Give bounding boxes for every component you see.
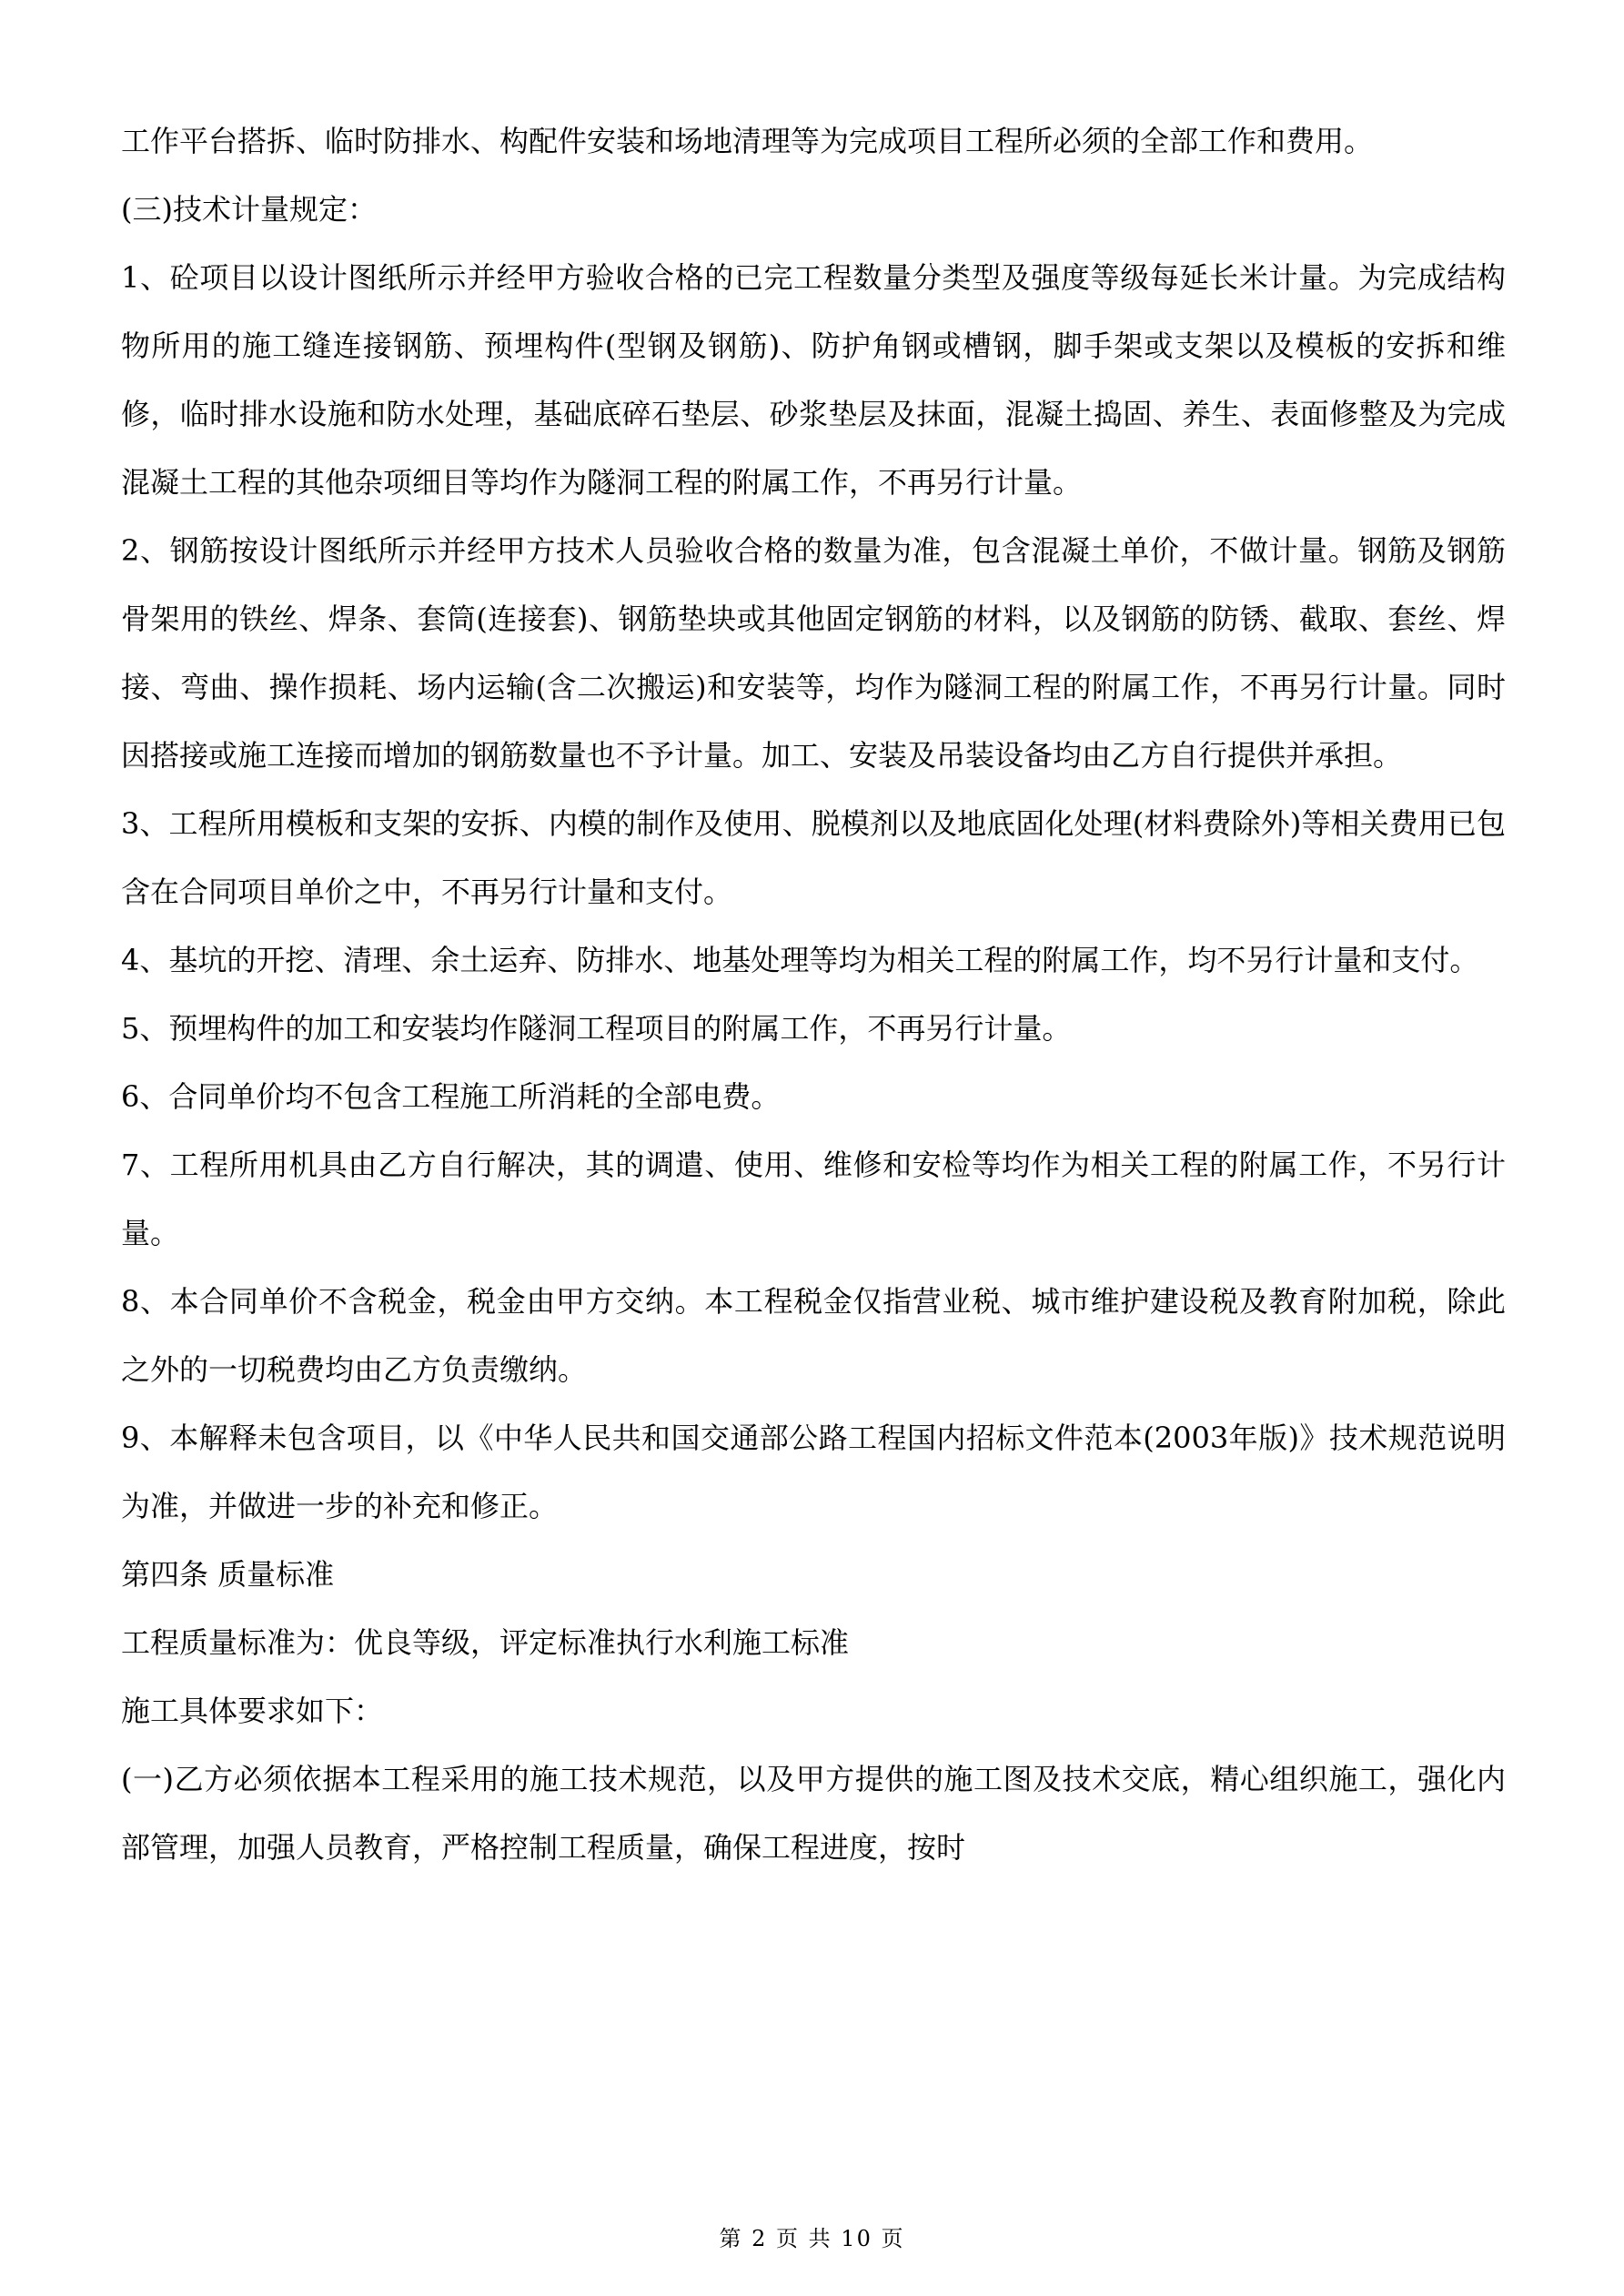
clause-item-7: 7、工程所用机具由乙方自行解决，其的调遣、使用、维修和安检等均作为相关工程的附属工作，不另行计量。 <box>121 1148 1506 1250</box>
clause-item-2: 2、钢筋按设计图纸所示并经甲方技术人员验收合格的数量为准，包含混凝土单价，不做计量。钢筋及钢筋骨架用的铁丝、焊条、套筒(连接套)、钢筋垫块或其他固定钢筋的材料，以及钢筋的防锈、截取、套丝、焊接、弯曲、操作损耗、场内运输(含二次搬运)和安装等，均作为隧洞工程的附属工作，不再另行计量。同时因搭接或施工连接而增加的钢筋数量也不予计量。加工、安装及吊装设备均由乙方自行提供并承担。 <box>121 533 1506 773</box>
clause-item-4: 4、基坑的开挖、清理、余土运弃、防排水、地基处理等均为相关工程的附属工作，均不另行计量和支付。 <box>121 943 1479 977</box>
clause-item-1: 1、砼项目以设计图纸所示并经甲方验收合格的已完工程数量分类型及强度等级每延长米计量。为完成结构物所用的施工缝连接钢筋、预埋构件(型钢及钢筋)、防护角钢或槽钢，脚手架或支架以及模板的安拆和维修，临时排水设施和防水处理，基础底碎石垫层、砂浆垫层及抹面，混凝土捣固、养生、表面修整及为完成混凝土工程的其他杂项细目等均作为隧洞工程的附属工作，不再另行计量。 <box>121 260 1506 500</box>
clause-item-5: 5、预埋构件的加工和安装均作隧洞工程项目的附属工作，不再另行计量。 <box>121 1011 1072 1046</box>
clause-item-3: 3、工程所用模板和支架的安拆、内模的制作及使用、脱模剂以及地底固化处理(材料费除外)等相关费用已包含在合同项目单价之中，不再另行计量和支付。 <box>121 806 1506 909</box>
clause-item-construction-1: (一)乙方必须依据本工程采用的施工技术规范，以及甲方提供的施工图及技术交底，精心组织施工，强化内部管理，加强人员教育，严格控制工程质量，确保工程进度，按时 <box>121 1762 1506 1865</box>
section-heading-article-4: 第四条 质量标准 <box>121 1557 335 1592</box>
clause-item-9: 9、本解释未包含项目，以《中华人民共和国交通部公路工程国内招标文件范本(2003年版)》技术规范说明为准，并做进一步的补充和修正。 <box>121 1421 1506 1523</box>
page-footer: 第 2 页 共 10 页 <box>719 2226 905 2251</box>
paragraph-quality-standard: 工程质量标准为：优良等级，评定标准执行水利施工标准 <box>121 1625 850 1660</box>
paragraph-continuation: 工作平台搭拆、临时防排水、构配件安装和场地清理等为完成项目工程所必须的全部工作和费用。 <box>121 124 1374 158</box>
clause-item-6: 6、合同单价均不包含工程施工所消耗的全部电费。 <box>121 1079 781 1114</box>
clause-item-8: 8、本合同单价不含税金，税金由甲方交纳。本工程税金仅指营业税、城市维护建设税及教育附加税，除此之外的一切税费均由乙方负责缴纳。 <box>121 1284 1506 1387</box>
subsection-heading-technical-measurement: (三)技术计量规定： <box>121 192 377 227</box>
document-body <box>121 107 1506 1882</box>
paragraph-construction-requirements-intro: 施工具体要求如下： <box>121 1694 384 1728</box>
